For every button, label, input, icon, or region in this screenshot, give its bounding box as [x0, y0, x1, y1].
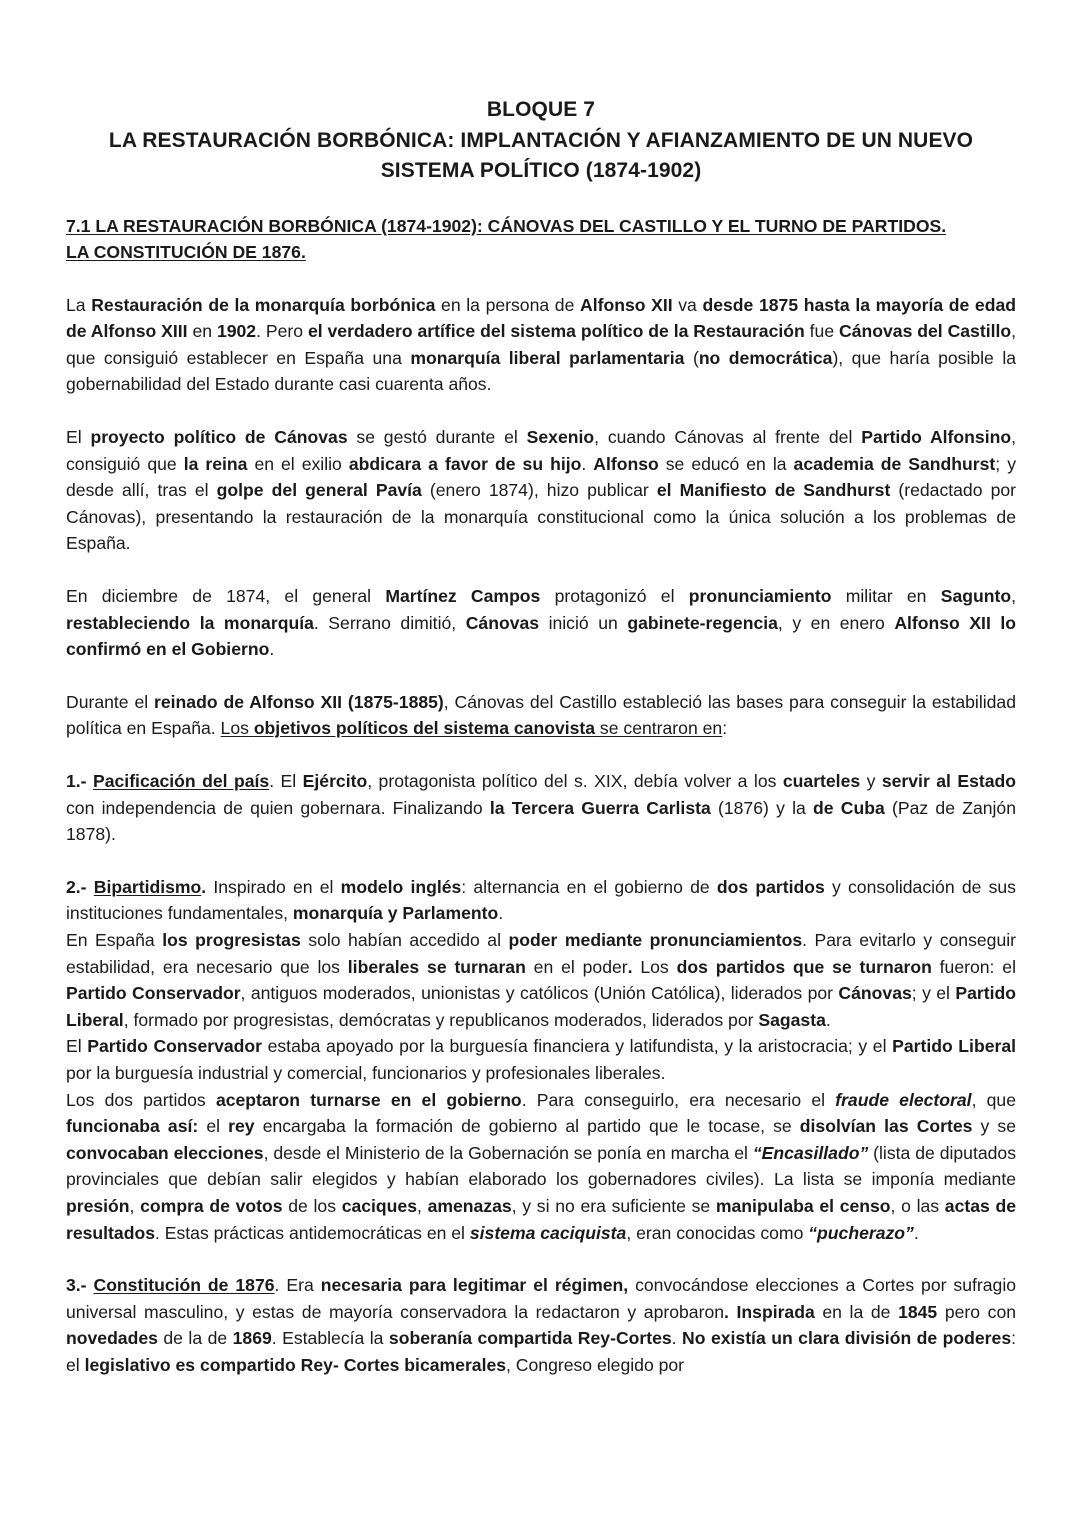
section-heading-line-2: LA CONSTITUCIÓN DE 1876.	[66, 242, 306, 263]
paragraph-3: En diciembre de 1874, el general Martínez Campos protagonizó el pronunciamiento militar en Sagunto, restableciendo la monarquía. Serrano dimitió, Cánovas inició un gabinete-regencia, y en enero Alfonso XII lo confirmó en el Gobierno.	[66, 586, 1017, 660]
paragraph-4: Durante el reinado de Alfonso XII (1875-1885), Cánovas del Castillo estableció las bases para conseguir la estabilidad política en España. Los objetivos políticos del sistema canovista se centraron en:	[66, 691, 1016, 739]
list-item-constitucion: 3.- Constitución de 1876. Era necesaria para legitimar el régimen, convocándose elecciones a Cortes por sufragio universal masculino, y estas de mayoría conservadora la redactaron y aprobaron. Inspirada en la de 1845 pero con novedades de la de 1869. Establecía la soberanía compartida Rey-Cortes. No existía un clara división de poderes: el legislativo es compartido Rey- Cortes bicamerales, Congreso elegido por	[66, 1275, 1017, 1375]
paragraph-1: La Restauración de la monarquía borbónica en la persona de Alfonso XII va desde 1875 hasta la mayoría de edad de Alfonso XIII en 1902. Pero el verdadero artífice del sistema político de la Restauración fue Cánovas del Castillo, que consiguió establecer en España una monarquía liberal parlamentaria (no democrática), que haría posible la gobernabilidad del Estado durante casi cuarenta años.	[66, 294, 1017, 395]
item-label: Bipartidismo	[93, 876, 202, 897]
bipartidismo-paragraph-3: El Partido Conservador estaba apoyado por la burguesía financiera y latifundista, y la aristocracia; y el Partido Liberal por la burguesía industrial y comercial, funcionarios y profesionales liberales.	[66, 1036, 1016, 1083]
item-label: Pacificación del país	[93, 771, 270, 791]
section-heading	[66, 213, 1016, 266]
bipartidismo-paragraph-4: Los dos partidos aceptaron turnarse en el gobierno. Para conseguirlo, era necesario el fraude electoral, que funcionaba así: el rey encargaba la formación de gobierno al partido que le tocase, se disolvían las Cortes y se convocaban elecciones, desde el Ministerio de la Gobernación se ponía en marcha el “Encasillado” (lista de diputados provinciales que debían salir elegidos y habían elaborado los gobernadores civiles). La lista se imponía mediante presión, compra de votos de los caciques, amenazas, y si no era suficiente se manipulaba el censo, o las actas de resultados. Estas prácticas antidemocráticas en el sistema caciquista, eran conocidas como “pucherazo”.	[66, 1089, 1017, 1243]
title-line-1: LA RESTAURACIÓN BORBÓNICA: IMPLANTACIÓN Y AFIANZAMIENTO DE UN NUEVO	[108, 128, 974, 152]
list-item-pacificacion: 1.- Pacificación del país. El Ejército, protagonista político del s. XIX, debía volver a los cuarteles y servir al Estado con independencia de quien gobernara. Finalizando la Tercera Guerra Carlista (1876) y la de Cuba (Paz de Zanjón 1878).	[66, 771, 1017, 845]
section-heading-line-1: 7.1 LA RESTAURACIÓN BORBÓNICA (1874-1902): CÁNOVAS DEL CASTILLO Y EL TURNO DE PARTIDOS.	[66, 215, 947, 236]
title-line-2: SISTEMA POLÍTICO (1874-1902)	[380, 159, 702, 182]
list-item-bipartidismo: 2.- Bipartidismo. Inspirado en el modelo inglés: alternancia en el gobierno de dos partidos y consolidación de sus instituciones fundamentales, monarquía y Parlamento.	[66, 876, 1016, 924]
paragraph-2: El proyecto político de Cánovas se gestó durante el Sexenio, cuando Cánovas al frente del Partido Alfonsino, consiguió que la reina en el exilio abdicara a favor de su hijo. Alfonso se educó en la academia de Sandhurst; y desde allí, tras el golpe del general Pavía (enero 1874), hizo publicar el Manifiesto de Sandhurst (redactado por Cánovas), presentando la restauración de la monarquía constitucional como la única solución a los problemas de España.	[66, 427, 1017, 554]
bipartidismo-paragraph-2: En España los progresistas solo habían accedido al poder mediante pronunciamientos. Para evitarlo y conseguir estabilidad, era necesario que los liberales se turnaran en el poder. Los dos partidos que se turnaron fueron: el Partido Conservador, antiguos moderados, unionistas y católicos (Unión Católica), liderados por Cánovas; y el Partido Liberal, formado por progresistas, demócratas y republicanos moderados, liderados por Sagasta.	[66, 929, 1017, 1030]
item-label: Constitución de 1876	[93, 1275, 275, 1296]
document-title	[66, 95, 1016, 187]
block-label: BLOQUE 7	[486, 98, 596, 121]
